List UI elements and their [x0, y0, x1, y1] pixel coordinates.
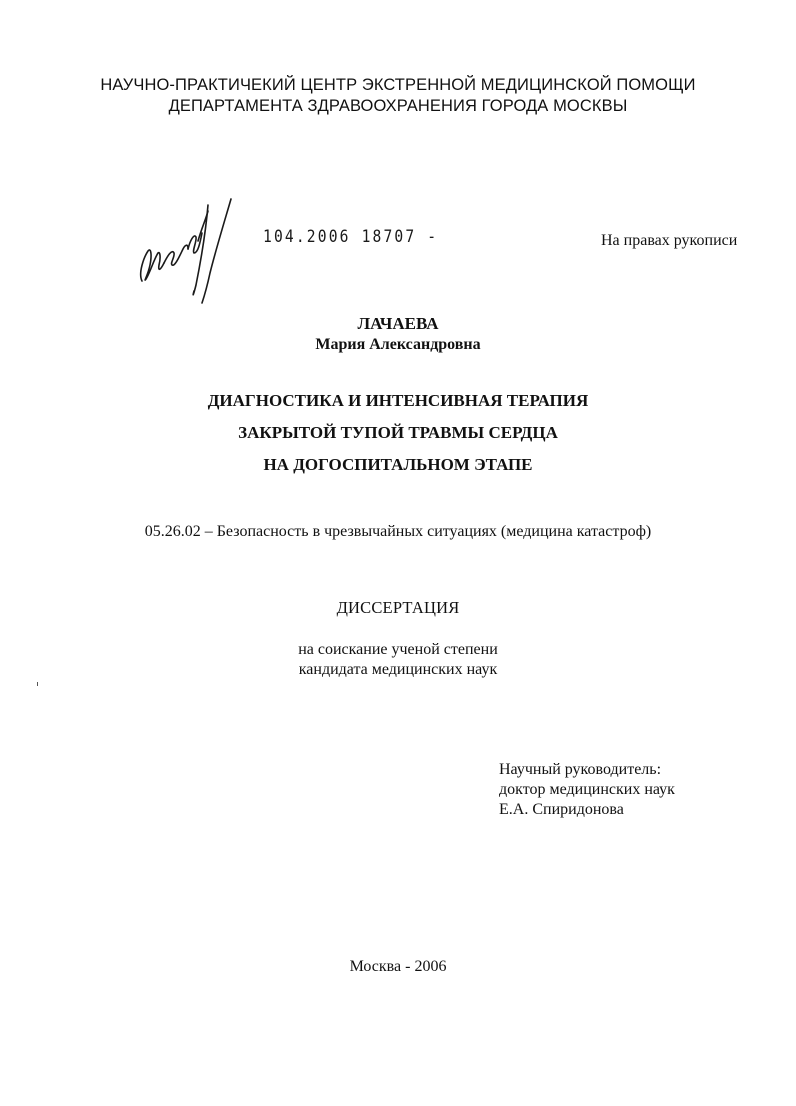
supervisor-role: Научный руководитель: [499, 761, 662, 778]
work-type: ДИССЕРТАЦИЯ [336, 598, 460, 617]
author-first-names: Мария Александровна [315, 336, 481, 353]
institution-name-line-2: ДЕПАРТАМЕНТА ЗДРАВООХРАНЕНИЯ ГОРОДА МОСКВЫ [168, 97, 628, 115]
specialty-code: 05.26.02 – Безопасность в чрезвычайных ситуациях (медицина катастроф) [144, 523, 652, 540]
title-line-2: ЗАКРЫТОЙ ТУПОЙ ТРАВМЫ СЕРДЦА [238, 423, 558, 442]
author-last-name: ЛАЧАЕВА [357, 314, 439, 333]
title-line-3: НА ДОГОСПИТАЛЬНОМ ЭТАПЕ [263, 455, 533, 474]
manuscript-rights-notice: На правах рукописи [601, 232, 738, 249]
degree-line-2: кандидата медицинских наук [298, 661, 498, 678]
scan-speck [37, 682, 38, 686]
place-and-year: Москва - 2006 [349, 958, 447, 975]
registration-number: 104.2006 18707 - [263, 227, 439, 247]
degree-line-1: на соискание ученой степени [298, 641, 498, 658]
institution-name-line-1: НАУЧНО-ПРАКТИЧЕКИЙ ЦЕНТР ЭКСТРЕННОЙ МЕДИЦИНСКОЙ ПОМОЩИ [100, 76, 696, 94]
title-line-1: ДИАГНОСТИКА И ИНТЕНСИВНАЯ ТЕРАПИЯ [207, 391, 589, 410]
handwritten-signature [128, 193, 238, 309]
supervisor-name: Е.А. Спиридонова [499, 801, 624, 818]
supervisor-degree: доктор медицинских наук [499, 781, 675, 798]
